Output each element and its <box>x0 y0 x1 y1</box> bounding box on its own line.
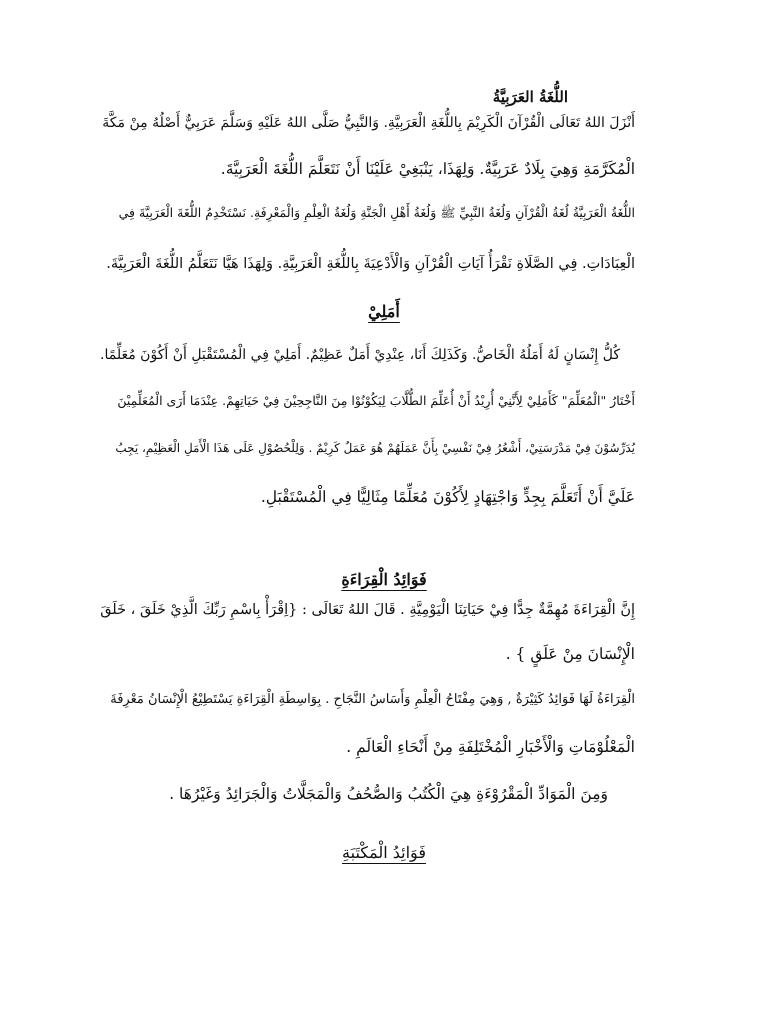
paragraph-line: الْقِرَاءَةُ لَهَا فَوَائِدُ كَثِيْرَةٌ , وَهِيَ مِفْتَاحُ الْعِلْمِ وَأَسَاسُ النَّجَاحِ . بِوَاسِطَةِ الْقِرَاءَةِ يَسْتَطِيْعُ الْإِنْسَانُ مَعْرِفَةَ <box>110 692 635 707</box>
heading-benefits-of-library: فَوَائِدُ الْمَكْتَبَةِ <box>342 843 426 862</box>
paragraph-line: أَخْتَارُ "الْمُعَلِّمَ" كَأَمَلِيْ لِأَنَّنِيْ أُرِيْدُ أَنْ أُعَلِّمَ الطُّلَّابَ لِيَكُوْنُوْا مِنَ النَّاجِحِيْنَ فِيْ حَيَاتِهِمْ. عِنْدَمَا أَرَى الْمُعَلِّمِيْنَ <box>117 393 635 408</box>
paragraph-line: الْإِنْسَانَ مِنْ عَلَقٍ } . <box>505 645 635 663</box>
paragraph-line: أَنْزَلَ اللهُ تَعَالَى الْقُرْآنَ الْكَرِيْمَ بِاللُّغَةِ الْعَرَبِيَّةِ. وَالنَّبِيُّ صَلَّى اللهُ عَلَيْهِ وَسَلَّمَ عَرَبِيٌّ أَصْلُهُ مِنْ مَكَّةَ <box>102 115 635 131</box>
paragraph-line: وَمِنَ الْمَوَادِّ الْمَقْرُوْءَةِ هِيَ الْكُتُبُ وَالصُّحُفُ وَالْمَجَلَّاتُ وَالْجَرَائِدُ وَغَيْرُهَا . <box>169 785 608 803</box>
paragraph-line: إِنَّ الْقِرَاءَةَ مُهِمَّةٌ جِدًّا فِيْ حَيَاتِنَا الْيَوْمِيَّةِ . قَالَ اللهُ تَعَالَى : {اِقْرَأْ بِاسْمِ رَبِّكَ الَّذِيْ خَلَقَ ، خَلَقَ <box>100 602 635 618</box>
paragraph-line: اللُّغَةُ الْعَرَبِيَّةُ لُغَةُ الْقُرْآنِ وَلُغَةُ النَّبِيِّ ﷺ وَلُغَةُ أَهْلِ الْجَنَّةِ وَلُغَةُ الْعِلْمِ وَالْمَعْرِفَةِ. نَسْتَخْدِمُ اللُّغَةَ الْعَرَبِيَّةَ فِي <box>118 205 635 220</box>
paragraph-line: كُلُّ إِنْسَانٍ لَهُ أَمَلُهُ الْخَاصُّ. وَكَذَلِكَ أَنَا، عِنْدِيْ أَمَلٌ عَظِيْمٌ. أَمَلِيْ فِي الْمُسْتَقْبَلِ أَنْ أَكُوْنَ مُعَلِّمًا. <box>100 347 620 363</box>
heading-my-hope: أَمَلِيْ <box>368 302 400 321</box>
title-arabic-language: اللُّغَةُ العَرَبِيَّةُ <box>492 88 568 106</box>
heading-benefits-of-reading: فَوَائِدُ الْقِرَاءَةِ <box>341 570 427 589</box>
paragraph-line: الْمُكَرَّمَةِ وَهِيَ بِلَادٌ عَرَبِيَّةٌ. وَلِهَذَا، يَنْبَغِيْ عَلَيْنَا أَنْ نَتَعَلَّمَ اللُّغَةَ الْعَرَبِيَّةَ. <box>220 160 635 178</box>
paragraph-line: عَلَيَّ أَنْ أَتَعَلَّمَ بِجِدٍّ وَاجْتِهَادٍ لِأَكُوْنَ مُعَلِّمًا مِثَالِيًّا فِي الْمُسْتَقْبَلِ. <box>260 488 635 506</box>
paragraph-line: يُدَرِّسُوْنَ فِيْ مَدْرَسَتِيْ، أَشْعُرُ فِيْ نَفْسِيْ بِأَنَّ عَمَلَهُمْ هُوَ عَمَلٌ كَرِيْمٌ . وَلِلْحُصُوْلِ عَلَى هَذَا الْأَمَلِ الْعَظِيْمِ، يَجِبُ <box>115 441 635 455</box>
paragraph-line: الْمَعْلُوْمَاتِ وَالْأَخْبَارِ الْمُخْتَلِفَةِ مِنْ أَنْحَاءِ الْعَالَمِ . <box>346 738 635 756</box>
paragraph-line: الْعِبَادَاتِ. فِي الصَّلَاةِ نَقْرَأُ آيَاتِ الْقُرْآنِ وَالْأَدْعِيَةَ بِاللُّغَةِ الْعَرَبِيَّةِ. وَلِهَذَا هَيَّا نَتَعَلَّمُ اللُّغَةَ الْعَرَبِيَّةَ. <box>106 256 635 272</box>
